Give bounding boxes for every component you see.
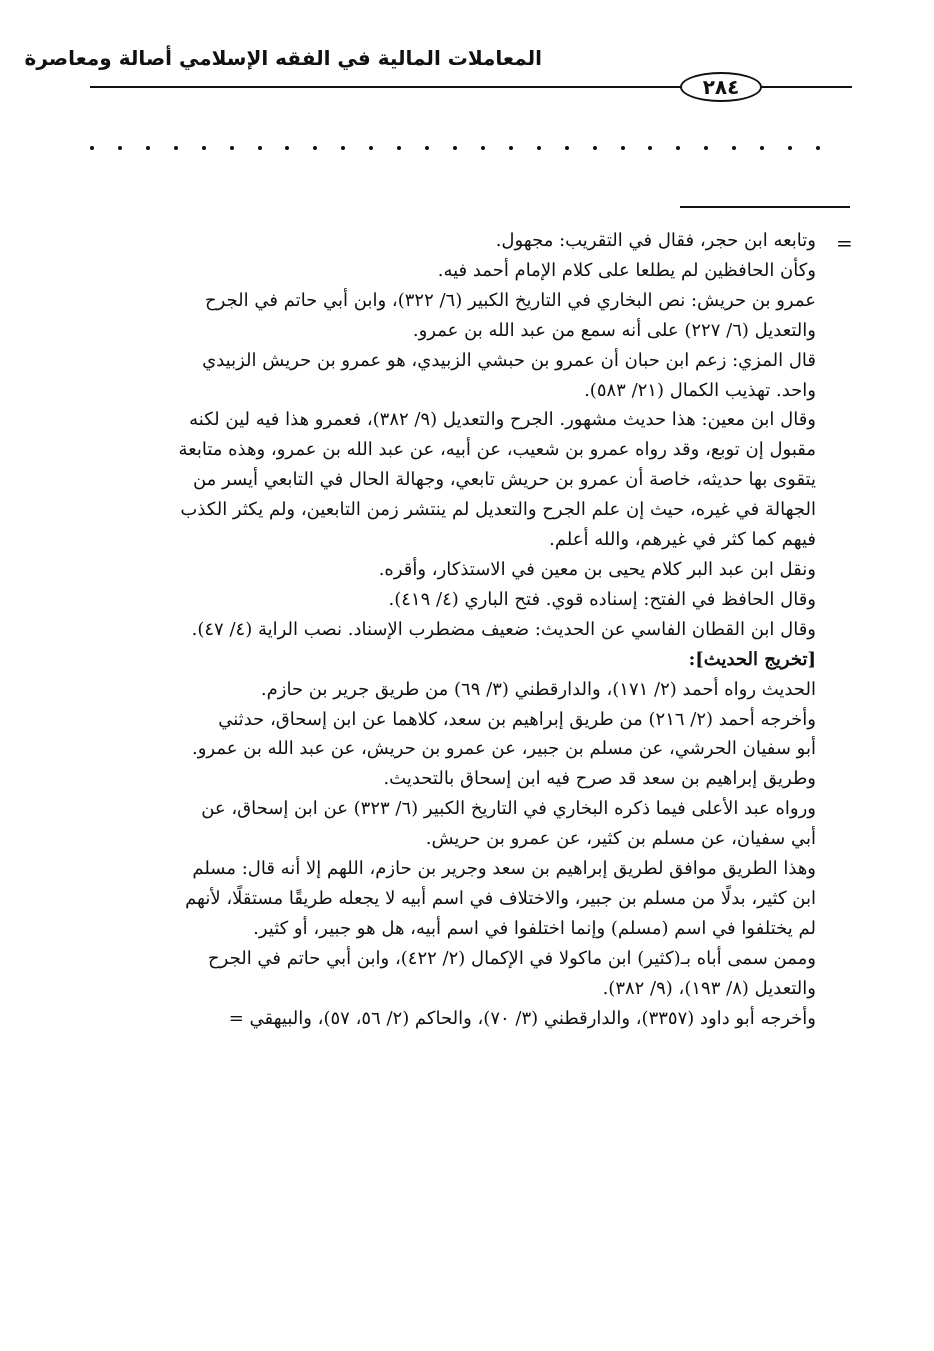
separator-dot (621, 146, 625, 150)
text-line: وتابعه ابن حجر، فقال في التقريب: مجهول. (495, 230, 816, 251)
separator-dot (397, 146, 401, 150)
text-line: فيهم كما كثر في غيرهم، والله أعلم. (549, 529, 816, 551)
text-line: وأخرجه أحمد (٢/ ٢١٦) من طريق إبراهيم بن سعد، كلاهما عن ابن إسحاق، حدثني (218, 708, 816, 730)
text-line: مقبول إن توبع، وقد رواه عمرو بن شعيب، عن أبيه، عن عبد الله بن عمرو، وهذه متابعة (178, 439, 816, 461)
header-rule (90, 86, 682, 88)
text-line: والتعديل (٦/ ٢٢٧) على أنه سمع من عبد الله بن عمرو. (412, 319, 816, 341)
separator-dot (202, 146, 206, 150)
dotted-separator (90, 146, 820, 166)
text-line: أبي سفيان، عن مسلم بن كثير، عن عمرو بن حريش. (425, 828, 816, 850)
text-line: وهذا الطريق موافق لطريق إبراهيم بن سعد وجرير بن حازم، اللهم إلا أنه قال: مسلم (192, 858, 816, 880)
header-rule (762, 86, 852, 88)
separator-dot (648, 146, 652, 150)
separator-dot (732, 146, 736, 150)
text-line: ورواه عبد الأعلى فيما ذكره البخاري في التاريخ الكبير (٦/ ٣٢٣) عن ابن إسحاق، عن (201, 798, 816, 820)
separator-dot (146, 146, 150, 150)
section-heading: [تخريج الحديث]: (688, 648, 816, 670)
text-line: الحديث رواه أحمد (٢/ ١٧١)، والدارقطني (٣/ ٦٩) من طريق جرير بن حازم. (260, 678, 816, 700)
text-line: الجهالة في غيره، حيث إن علم الجرح والتعديل لم ينتشر زمن التابعين، ولم يكثر الكذب (180, 499, 816, 521)
text-line: ابن كثير، بدلًا من مسلم بن جبير، والاختلاف في اسم أبيه لا يجعله طريقًا مستقلًا، لأنهم (185, 887, 816, 909)
separator-dot (509, 146, 513, 150)
separator-dot (118, 146, 122, 150)
separator-dot (593, 146, 597, 150)
separator-dot (174, 146, 178, 150)
text-line: وقال ابن القطان الفاسي عن الحديث: ضعيف مضطرب الإسناد. نصب الراية (٤/ ٤٧). (191, 618, 816, 640)
text-line: وقال ابن معين: هذا حديث مشهور. الجرح والتعديل (٩/ ٣٨٢)، فعمرو هذا فيه لين لكنه (189, 409, 816, 431)
separator-dot (258, 146, 262, 150)
separator-dot (481, 146, 485, 150)
footnote-rule (680, 206, 850, 208)
running-header-title: المعاملات المالية في الفقه الإسلامي أصالة ومعاصرة (24, 46, 542, 70)
text-line: عمرو بن حريش: نص البخاري في التاريخ الكبير (٦/ ٣٢٢)، وابن أبي حاتم في الجرح (205, 289, 816, 311)
separator-dot (788, 146, 792, 150)
separator-dot (453, 146, 457, 150)
text-line: يتقوى بها حديثه، خاصة أن عمرو بن حريش تابعي، وجهالة الحال في التابعي أيسر من (192, 469, 816, 491)
text-line: وطريق إبراهيم بن سعد قد صرح فيه ابن إسحاق بالتحديث. (383, 768, 816, 790)
separator-dot (90, 146, 94, 150)
text-line: وأخرجه أبو داود (٣٣٥٧)، والدارقطني (٣/ ٧٠)، والحاكم (٢/ ٥٦، ٥٧)، والبيهقي = (228, 1007, 816, 1029)
separator-dot (704, 146, 708, 150)
separator-dot (816, 146, 820, 150)
page-number: ٢٨٤ (680, 72, 762, 102)
separator-dot (565, 146, 569, 150)
text-line: ونقل ابن عبد البر كلام يحيى بن معين في الاستذكار، وأقره. (378, 558, 816, 580)
text-line: لم يختلفوا في اسم (مسلم) وإنما اختلفوا في اسم أبيه، هل هو جبير، أو كثير. (253, 917, 816, 939)
separator-dot (760, 146, 764, 150)
separator-dot (285, 146, 289, 150)
text-line: وكأن الحافظين لم يطلعا على كلام الإمام أحمد فيه. (437, 259, 816, 281)
text-line: أبو سفيان الحرشي، عن مسلم بن جبير، عن عمرو بن حريش، عن عبد الله بن عمرو. (191, 738, 816, 760)
text-line: واحد. تهذيب الكمال (٢١/ ٥٨٣). (584, 379, 816, 401)
separator-dot (230, 146, 234, 150)
separator-dot (537, 146, 541, 150)
text-line: قال المزي: زعم ابن حبان أن عمرو بن حبشي الزبيدي، هو عمرو بن حريش الزبيدي (202, 349, 816, 371)
text-line: والتعديل (٨/ ١٩٣)، (٩/ ٣٨٢). (602, 977, 816, 999)
separator-dot (341, 146, 345, 150)
separator-dot (313, 146, 317, 150)
separator-dot (676, 146, 680, 150)
text-line: وممن سمى أباه بـ(كثير) ابن ماكولا في الإكمال (٢/ ٤٢٢)، وابن أبي حاتم في الجرح (208, 947, 816, 969)
text-line: وقال الحافظ في الفتح: إسناده قوي. فتح الباري (٤/ ٤١٩). (388, 588, 816, 610)
separator-dot (369, 146, 373, 150)
footnote-text (88, 226, 816, 1033)
continuation-mark: = (836, 231, 853, 255)
separator-dot (425, 146, 429, 150)
